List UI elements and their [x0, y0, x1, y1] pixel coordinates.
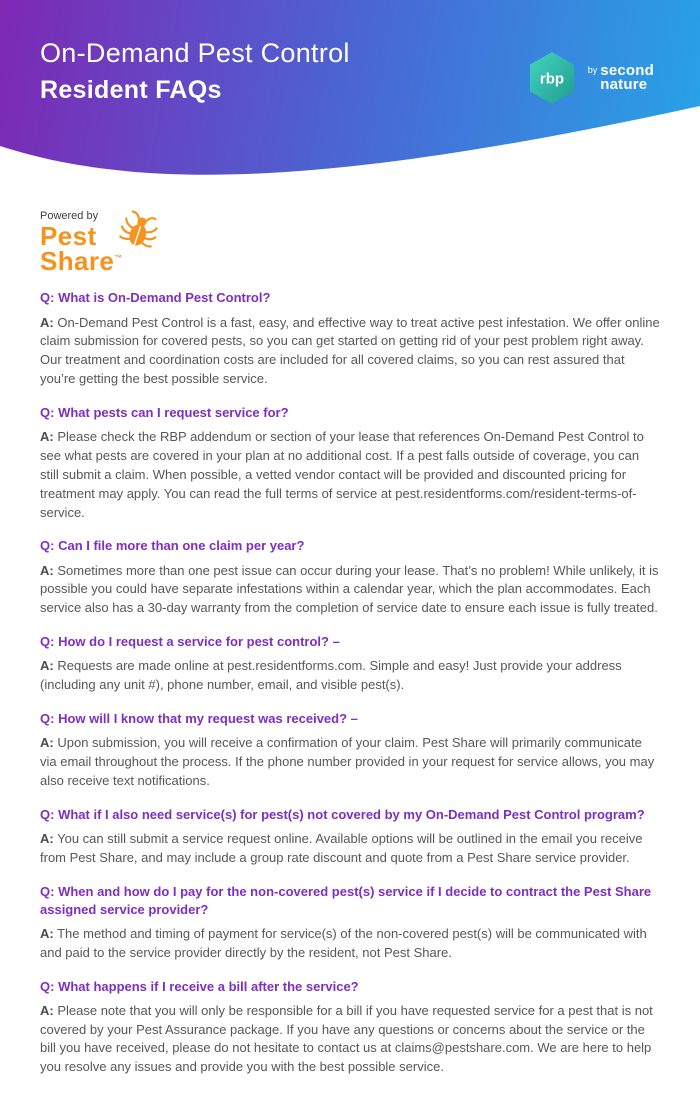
question-text: How do I request a service for pest control? –	[58, 634, 340, 650]
answer-prefix: A:	[40, 314, 54, 330]
page-title: On-Demand Pest Control	[40, 38, 350, 68]
pest-share-logo-block	[0, 196, 240, 279]
faq-answer	[40, 925, 660, 963]
answer-text: Please check the RBP addendum or section of your lease that references On-Demand Pest Control to see what pests are covered in your plan at no additional cost. If a pest falls outside of coverage, you can still submit a claim. When possible, a vetted vendor contact will be provided and discounted pricing for treatment may apply. You can read the full terms of service at pest.residentforms.com/resident-terms-of-service.	[40, 429, 644, 520]
answer-prefix: A:	[40, 735, 54, 751]
faq-item	[40, 710, 660, 791]
share-word: Share	[40, 245, 115, 276]
second-nature-wordmark	[587, 61, 654, 93]
question-text: How will I know that my request was received? –	[58, 710, 358, 726]
question-text: What pests can I request service for?	[58, 404, 289, 420]
question-prefix: Q:	[40, 404, 55, 420]
question-prefix: Q:	[40, 883, 55, 899]
faq-question	[40, 404, 660, 422]
faq-answer	[40, 657, 660, 695]
faq-list	[0, 279, 700, 1120]
by-label: by	[587, 64, 598, 75]
question-text: What is On-Demand Pest Control?	[58, 290, 271, 306]
faq-item	[40, 806, 660, 868]
faq-question	[40, 710, 660, 728]
answer-text: Sometimes more than one pest issue can occur during your lease. That’s no problem! While unlikely, it is possible you could have separate infestations within a calendar year, which the plan accommodates. Each service also has a 30-day warranty from the completion of service date to ensure each issue is fully treated.	[40, 562, 659, 616]
second-nature-lines	[600, 61, 654, 93]
answer-text: You can still submit a service request online. Available options will be outlined in the email you receive from Pest Share, and may include a group rate discount and quote from a Pest Share service provider.	[40, 830, 643, 865]
faq-question	[40, 289, 660, 307]
faq-answer	[40, 1002, 660, 1077]
answer-prefix: A:	[40, 830, 54, 846]
answer-prefix: A:	[40, 562, 54, 578]
powered-by-label: Powered by	[40, 210, 99, 222]
question-text: What happens if I receive a bill after the service?	[58, 978, 359, 994]
rbp-hexagon-icon	[526, 50, 578, 106]
faq-item	[40, 978, 660, 1078]
answer-prefix: A:	[40, 658, 54, 674]
answer-prefix: A:	[40, 1002, 54, 1018]
question-text: Can I file more than one claim per year?	[58, 538, 305, 554]
faq-answer	[40, 830, 660, 868]
faq-item	[40, 883, 660, 963]
faq-item	[40, 404, 660, 522]
answer-text: Please note that you will only be responsible for a bill if you have requested service for a pest that is not covered by your Pest Assurance package. If you have any questions or concerns about the service or the bill you have received, please do not hesitate to contact us at claims@pestshare.com. We are here to help you resolve any issues and provide you with the best possible service.	[40, 1002, 653, 1075]
question-prefix: Q:	[40, 538, 55, 554]
faq-item	[40, 289, 660, 389]
question-prefix: Q:	[40, 634, 55, 650]
faq-item	[40, 537, 660, 618]
faq-question	[40, 537, 660, 555]
question-prefix: Q:	[40, 806, 55, 822]
question-prefix: Q:	[40, 710, 55, 726]
question-prefix: Q:	[40, 978, 55, 994]
question-text: What if I also need service(s) for pest(s) not covered by my On-Demand Pest Control program?	[58, 806, 645, 822]
brand-line1: second	[600, 61, 654, 79]
pest-share-wordmark-line2	[40, 245, 200, 276]
header-wave-shape	[0, 101, 700, 196]
question-prefix: Q:	[40, 290, 55, 306]
rbp-logo-text: rbp	[539, 70, 564, 88]
header-titles	[40, 38, 350, 105]
answer-prefix: A:	[40, 925, 54, 941]
pest-share-wordmark-line1: Pest	[40, 221, 97, 251]
answer-text: The method and timing of payment for service(s) of the non-covered pest(s) will be communicated with and paid to the service provider directly by the resident, not Pest Share.	[40, 925, 647, 960]
rbp-second-nature-logo	[526, 50, 654, 106]
faq-answer	[40, 428, 660, 522]
answer-prefix: A:	[40, 429, 54, 445]
answer-text: Requests are made online at pest.residentforms.com. Simple and easy! Just provide your address (including any unit #), phone number, email, and visible pest(s).	[40, 658, 622, 693]
page-header	[0, 0, 700, 196]
faq-item	[40, 633, 660, 695]
faq-answer	[40, 314, 660, 389]
faq-answer	[40, 734, 660, 791]
brand-line2: nature	[600, 76, 648, 93]
faq-question	[40, 978, 660, 996]
answer-text: On-Demand Pest Control is a fast, easy, and effective way to treat active pest infestation. We offer online claim submission for covered pests, so you can get started on getting rid of your pest problem right away. Our treatment and coordination costs are included for all covered claims, so you can rest assured that you’re getting the best possible service.	[40, 314, 660, 387]
faq-question	[40, 883, 660, 919]
faq-question	[40, 633, 660, 651]
trademark-symbol: ™	[114, 253, 123, 263]
page-subtitle: Resident FAQs	[40, 76, 222, 104]
faq-answer	[40, 562, 660, 619]
faq-question	[40, 806, 660, 824]
question-text: When and how do I pay for the non-covered pest(s) service if I decide to contract the Pest Share assigned service provider?	[40, 883, 652, 917]
answer-text: Upon submission, you will receive a confirmation of your claim. Pest Share will primarily communicate via email throughout the process. If the phone number provided in your request for service allows, you may also receive text notifications.	[40, 735, 655, 788]
